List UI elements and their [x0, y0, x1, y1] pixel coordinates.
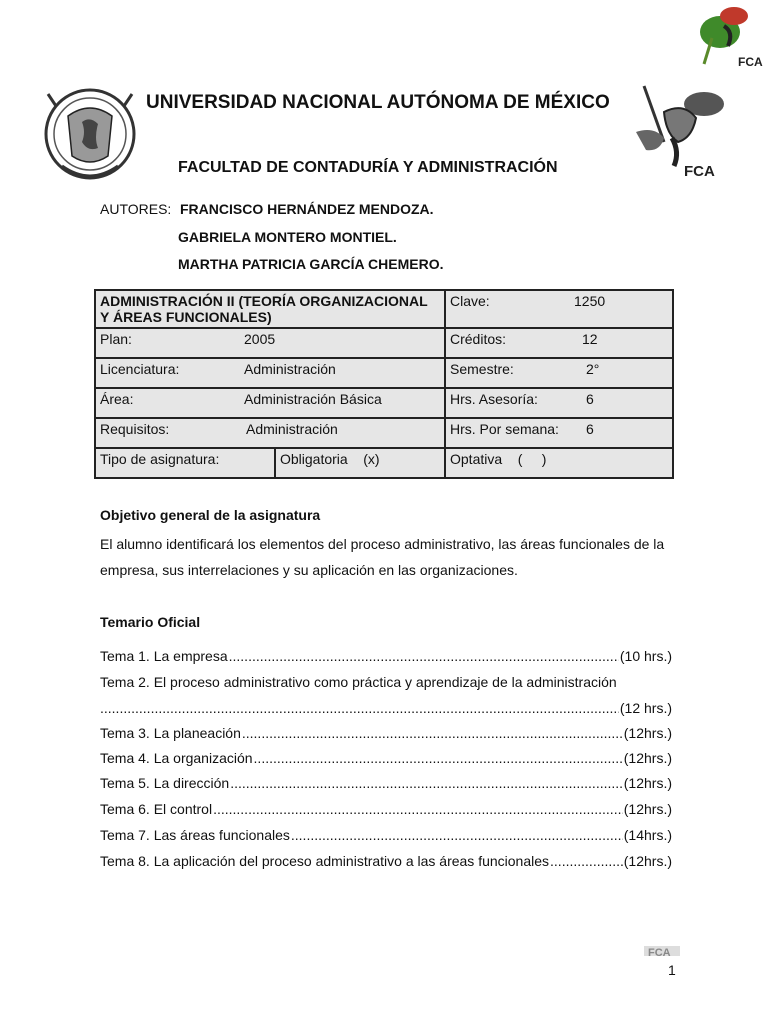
objective-text: El alumno identificará los elementos del proceso administrativo, las áreas funcionales de la empresa, sus interrelaciones y su aplicación en las organizaciones.: [100, 536, 665, 578]
topic-hours: (12hrs.): [623, 775, 672, 791]
topic-hours: (12 hrs.): [619, 700, 672, 716]
licenciatura-label: Licenciatura:: [100, 361, 180, 377]
syllabus-item: [100, 801, 672, 817]
asesoria-label: Hrs. Asesoría:: [450, 391, 538, 407]
creditos-cell: [445, 328, 673, 358]
objective-heading: Objetivo general de la asignatura: [100, 507, 321, 523]
syllabus-item: [100, 700, 672, 716]
semana-label: Hrs. Por semana:: [450, 421, 559, 437]
creditos-label: Créditos:: [450, 331, 507, 347]
syllabus-item: [100, 725, 672, 741]
page-number: 1: [668, 962, 676, 978]
subject-cell: [95, 290, 445, 328]
obligatoria-cell: [275, 448, 445, 478]
faculty-title: FACULTAD DE CONTADURÍA Y ADMINISTRACIÓN: [178, 159, 558, 176]
topic-title: Tema 5. La dirección: [100, 775, 230, 791]
topic-title: Tema 7. Las áreas funcionales: [100, 827, 290, 843]
authors-label: AUTORES:: [100, 201, 172, 217]
topic-hours: (10 hrs.): [619, 648, 672, 664]
area-value: Administración Básica: [244, 391, 382, 407]
plan-value: 2005: [244, 331, 276, 347]
topic-hours: (12hrs.): [623, 725, 672, 741]
unam-seal-logo: [42, 86, 138, 190]
clave-cell: [445, 290, 673, 328]
creditos-value: 12: [582, 331, 598, 347]
optativa-option: Optativa ( ): [450, 451, 547, 467]
syllabus-item: [100, 853, 672, 869]
topic-hours: (12hrs.): [623, 801, 672, 817]
svg-text:FCA: FCA: [684, 163, 715, 180]
topic-title: Tema 1. La empresa: [100, 648, 228, 664]
clave-label: Clave:: [450, 293, 490, 309]
svg-text:FCA: FCA: [648, 947, 671, 959]
topic-hours: (12hrs.): [623, 750, 672, 766]
topic-title: Tema 4. La organización: [100, 750, 253, 766]
licenciatura-value: Administración: [244, 361, 336, 377]
semestre-value: 2°: [586, 361, 600, 377]
topic-title: Tema 3. La planeación: [100, 725, 241, 741]
author-name: MARTHA PATRICIA GARCÍA CHEMERO.: [178, 256, 444, 272]
fca-footer-logo: [642, 940, 682, 962]
course-info-table: [94, 289, 674, 479]
topic-title: Tema 6. El control: [100, 801, 213, 817]
optativa-cell: [445, 448, 673, 478]
obligatoria-option: Obligatoria (x): [280, 451, 380, 467]
semestre-label: Semestre:: [450, 361, 514, 377]
topic-hours: (12hrs.): [623, 853, 672, 869]
licenciatura-cell: [95, 358, 445, 388]
topic-title: Tema 8. La aplicación del proceso administrativo a las áreas funcionales: [100, 853, 550, 869]
syllabus-heading: Temario Oficial: [100, 614, 201, 630]
clave-value: 1250: [574, 293, 606, 309]
area-cell: [95, 388, 445, 418]
author-name: FRANCISCO HERNÁNDEZ MENDOZA.: [180, 201, 434, 217]
svg-text:FCA: FCA: [738, 55, 763, 69]
requisitos-label: Requisitos:: [100, 421, 170, 437]
subject-name: ADMINISTRACIÓN II (TEORÍA ORGANIZACIONAL Y ÁREAS FUNCIONALES): [100, 293, 428, 325]
area-label: Área:: [100, 391, 134, 407]
syllabus-item: [100, 775, 672, 791]
topic-hours: (14hrs.): [623, 827, 672, 843]
syllabus-item: [100, 648, 672, 664]
fca-color-logo: [694, 2, 766, 72]
semestre-cell: [445, 358, 673, 388]
asesoria-cell: [445, 388, 673, 418]
semana-cell: [445, 418, 673, 448]
tipo-cell: [95, 448, 275, 478]
requisitos-cell: [95, 418, 445, 448]
university-title: UNIVERSIDAD NACIONAL AUTÓNOMA DE MÉXICO: [146, 92, 610, 113]
requisitos-value: Administración: [246, 421, 338, 437]
asesoria-value: 6: [586, 391, 594, 407]
fca-warrior-logo: [624, 82, 728, 184]
syllabus-item-title: Tema 2. El proceso administrativo como práctica y aprendizaje de la administración: [100, 674, 617, 690]
plan-label: Plan:: [100, 331, 132, 347]
plan-cell: [95, 328, 445, 358]
syllabus-item: [100, 827, 672, 843]
syllabus-item: [100, 750, 672, 766]
tipo-label: Tipo de asignatura:: [100, 451, 220, 467]
author-name: GABRIELA MONTERO MONTIEL.: [178, 229, 397, 245]
semana-value: 6: [586, 421, 594, 437]
